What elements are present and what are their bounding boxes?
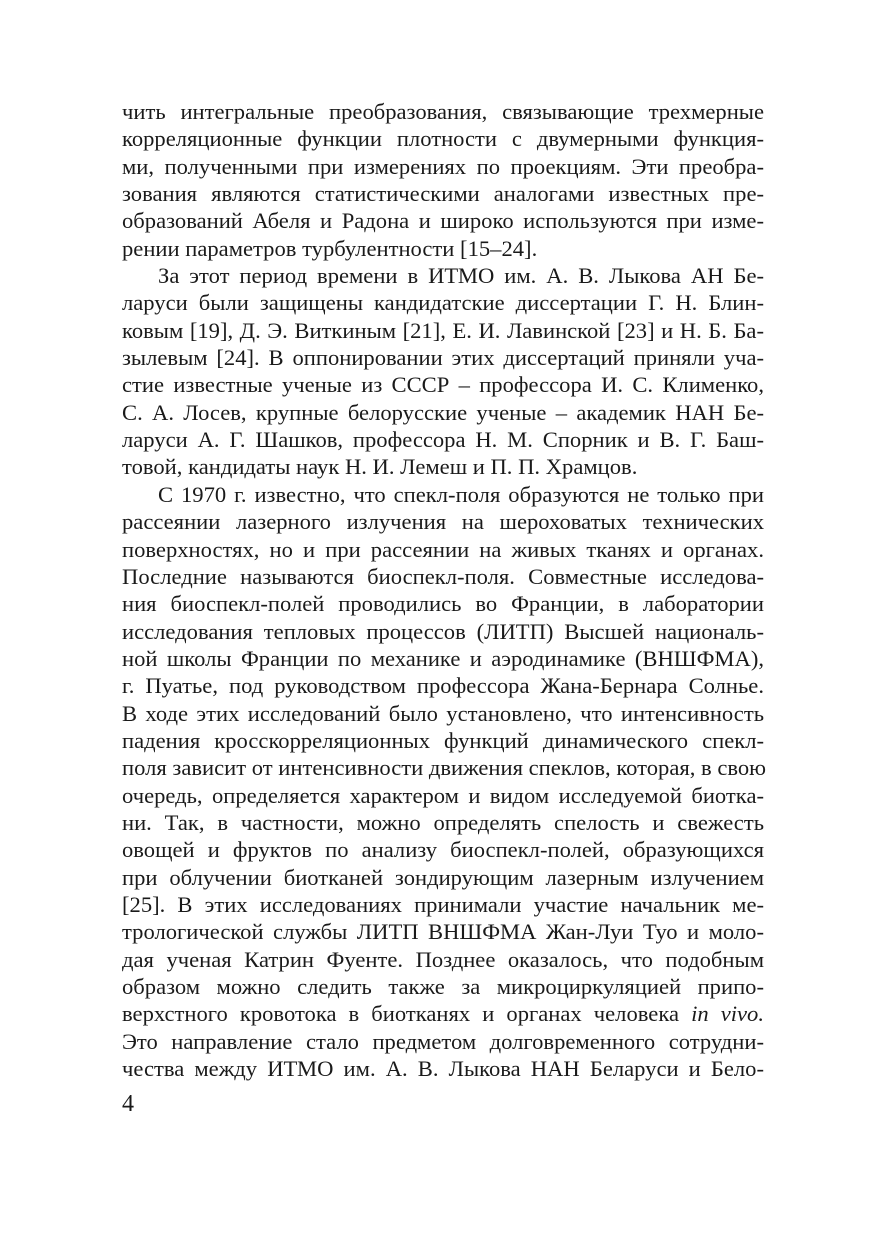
text-line: очередь, определяется характером и видом исследуемой биотка- <box>122 782 764 808</box>
text-line: ми, полученными при измерениях по проекциям. Эти преобра- <box>122 153 764 179</box>
text-line: г. Пуатье, под руководством профессора Жана-Бернара Солнье. <box>122 673 764 699</box>
text-line: С. А. Лосев, крупные белорусские ученые – академик НАН Бе- <box>122 399 764 425</box>
text-line: За этот период времени в ИТМО им. А. В. Лыкова АН Бе- <box>158 263 764 289</box>
text-line: ларуси А. Г. Шашков, профессора Н. М. Спорник и В. Г. Баш- <box>122 427 764 453</box>
text-line-with-italic <box>122 1000 764 1027</box>
text-line: рассеянии лазерного излучения на шероховатых технических <box>122 509 764 535</box>
text-line: образований Абеля и Радона и широко используются при изме- <box>122 208 764 234</box>
italic-term: in vivo. <box>691 1001 764 1027</box>
text-line: трологической службы ЛИТП ВНШФМА Жан-Луи Туо и моло- <box>122 919 764 945</box>
text-line: Это направление стало предметом долговременного сотрудни- <box>122 1028 764 1054</box>
text-segment: верхстного кровотока в биотканях и органах человека <box>122 1001 679 1027</box>
text-line: корреляционные функции плотности с двумерными функция- <box>122 126 764 152</box>
text-line: рении параметров турбулентности [15–24]. <box>122 235 538 261</box>
page-number: 4 <box>122 1091 134 1117</box>
paragraph-3 <box>122 481 767 1083</box>
text-line: чить интегральные преобразования, связывающие трехмерные <box>122 99 764 124</box>
text-line: чества между ИТМО им. А. В. Лыкова НАН Беларуси и Бело- <box>122 1056 764 1082</box>
text-line: зования являются статистическими аналогами известных пре- <box>122 181 764 207</box>
text-line: при облучении биотканей зондирующим лазерным излучением <box>122 864 764 890</box>
text-line: В ходе этих исследований было установлено, что интенсивность <box>122 700 764 726</box>
text-line: падения кросскорреляционных функций динамического спекл- <box>122 727 764 753</box>
text-line: ния биоспекл-полей проводились во Франции, в лаборатории <box>122 591 764 617</box>
text-line: С 1970 г. известно, что спекл-поля образуются не только при <box>158 481 764 507</box>
text-line: поля зависит от интенсивности движения спеклов, которая, в свою <box>122 755 767 781</box>
paragraph-2 <box>122 262 764 481</box>
text-line: ковым [19], Д. Э. Виткиным [21], Е. И. Лавинской [23] и Н. Б. Ба- <box>122 317 764 343</box>
paragraph-1 <box>122 98 764 262</box>
text-line: зылевым [24]. В оппонировании этих диссертаций приняли уча- <box>122 345 764 371</box>
text-line: ни. Так, в частности, можно определять спелость и свежесть <box>122 809 764 835</box>
text-line: образом можно следить также за микроциркуляцией припо- <box>122 974 764 999</box>
text-line: ларуси были защищены кандидатские диссертации Г. Н. Блин- <box>122 290 764 316</box>
text-line: стие известные ученые из СССР – профессора И. С. Клименко, <box>122 372 764 398</box>
text-line: исследования тепловых процессов (ЛИТП) Высшей националь- <box>122 618 764 644</box>
text-line: Последние называются биоспекл-поля. Совместные исследова- <box>122 563 764 589</box>
text-line: дая ученая Катрин Фуенте. Позднее оказалось, что подобным <box>122 946 764 972</box>
page-body <box>122 98 767 1082</box>
text-line: товой, кандидаты наук Н. И. Лемеш и П. П. Храмцов. <box>122 454 638 480</box>
text-line: ной школы Франции по механике и аэродинамике (ВНШФМА), <box>122 645 764 671</box>
text-line: поверхностях, но и при рассеянии на живых тканях и органах. <box>122 536 764 562</box>
text-line: [25]. В этих исследованиях принимали участие начальник ме- <box>122 891 764 917</box>
text-line: овощей и фруктов по анализу биоспекл-полей, образующихся <box>122 837 764 863</box>
